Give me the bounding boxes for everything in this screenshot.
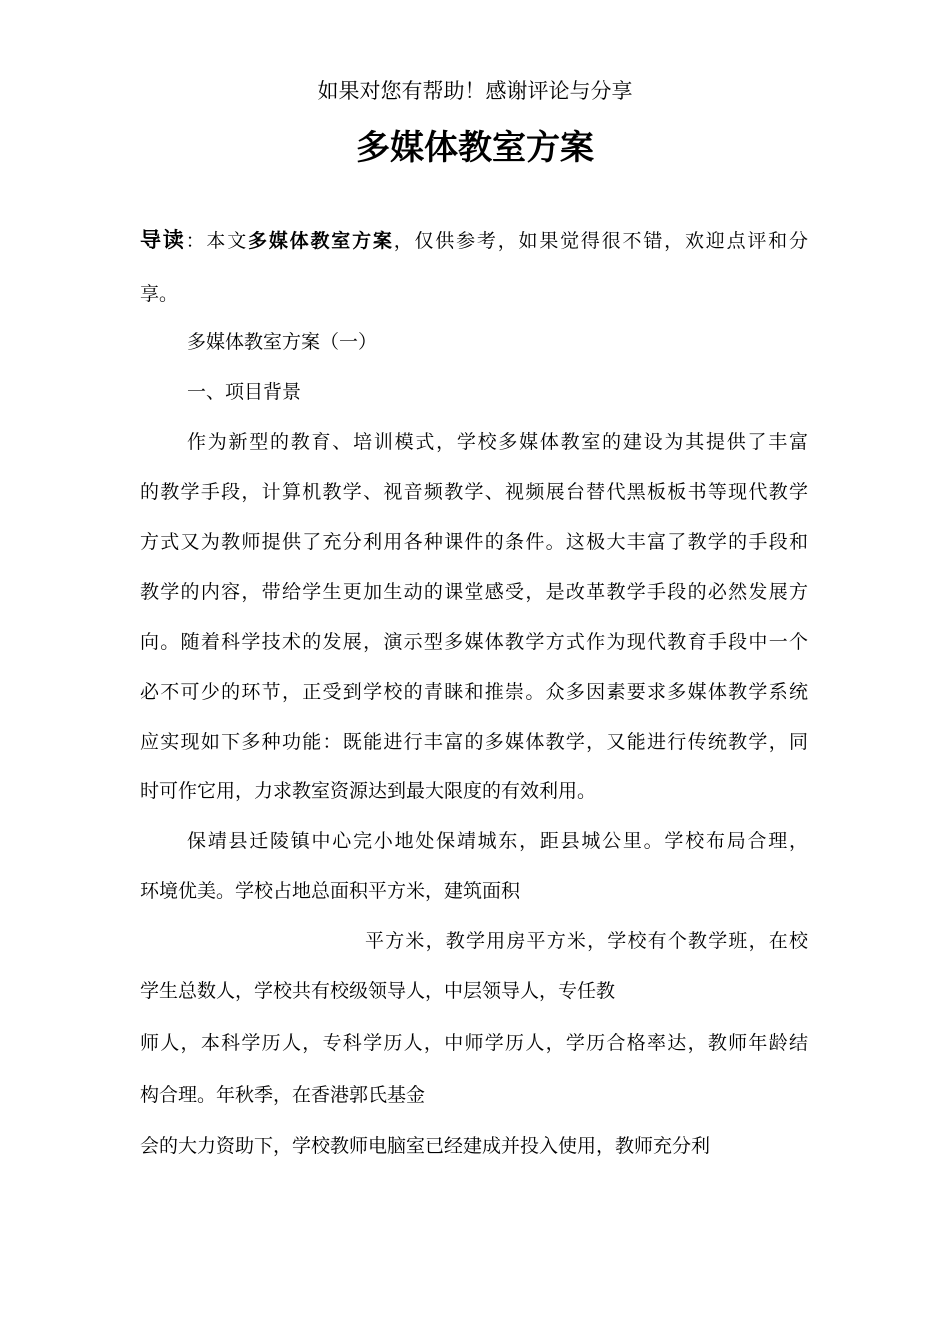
paragraph-1-line: 应实现如下多种功能：既能进行丰富的多媒体教学，又能进行传统教学，同 [140,731,808,753]
paragraph-2-line: 平方米，教学用房平方米，学校有个教学班，在校 [365,930,808,952]
paragraph-2-line: 构合理。年秋季，在香港郭氏基金 [140,1084,426,1106]
paragraph-1-line: 作为新型的教育、培训模式，学校多媒体教室的建设为其提供了丰富 [187,431,808,453]
paragraph-2-line: 学生总数人，学校共有校级领导人，中层领导人，专任教 [140,980,616,1002]
header-note: 如果对您有帮助！感谢评论与分享 [317,79,633,103]
intro-line-1 [140,225,808,256]
paragraph-2-line: 会的大力资助下，学校教师电脑室已经建成并投入使用，教师充分利 [140,1135,711,1157]
paragraph-1-line: 的教学手段，计算机教学、视音频教学、视频展台替代黑板板书等现代教学 [140,481,808,503]
heading-project-background: 一、项目背景 [187,381,302,403]
paragraph-2-line: 环境优美。学校占地总面积平方米，建筑面积 [140,880,521,902]
section-title: 多媒体教室方案（一） [187,331,378,353]
intro-line-2: 享。 [140,283,179,305]
paragraph-2-line: 师人，本科学历人，专科学历人，中师学历人，学历合格率达，教师年龄结 [140,1032,808,1054]
paragraph-1-line: 方式又为教师提供了充分利用各种课件的条件。这极大丰富了教学的手段和 [140,531,808,553]
paragraph-1-line: 教学的内容，带给学生更加生动的课堂感受，是改革教学手段的必然发展方 [140,581,808,603]
intro-suffix: ，仅供参考，如果觉得很不错，欢迎点评和分 [393,230,808,252]
document-title: 多媒体教室方案 [356,128,594,168]
intro-bold-title: 多媒体教室方案 [248,230,394,252]
paragraph-2-line: 保靖县迁陵镇中心完小地处保靖城东，距县城公里。学校布局合理， [187,830,808,852]
paragraph-1-line: 必不可少的环节，正受到学校的青睐和推崇。众多因素要求多媒体教学系统 [140,681,808,703]
paragraph-1-line: 向。随着科学技术的发展，演示型多媒体教学方式作为现代教育手段中一个 [140,631,808,653]
intro-prefix: ：本文 [185,230,249,252]
intro-label: 导读 [140,228,186,252]
paragraph-1-line: 时可作它用，力求教室资源达到最大限度的有效利用。 [140,780,597,802]
